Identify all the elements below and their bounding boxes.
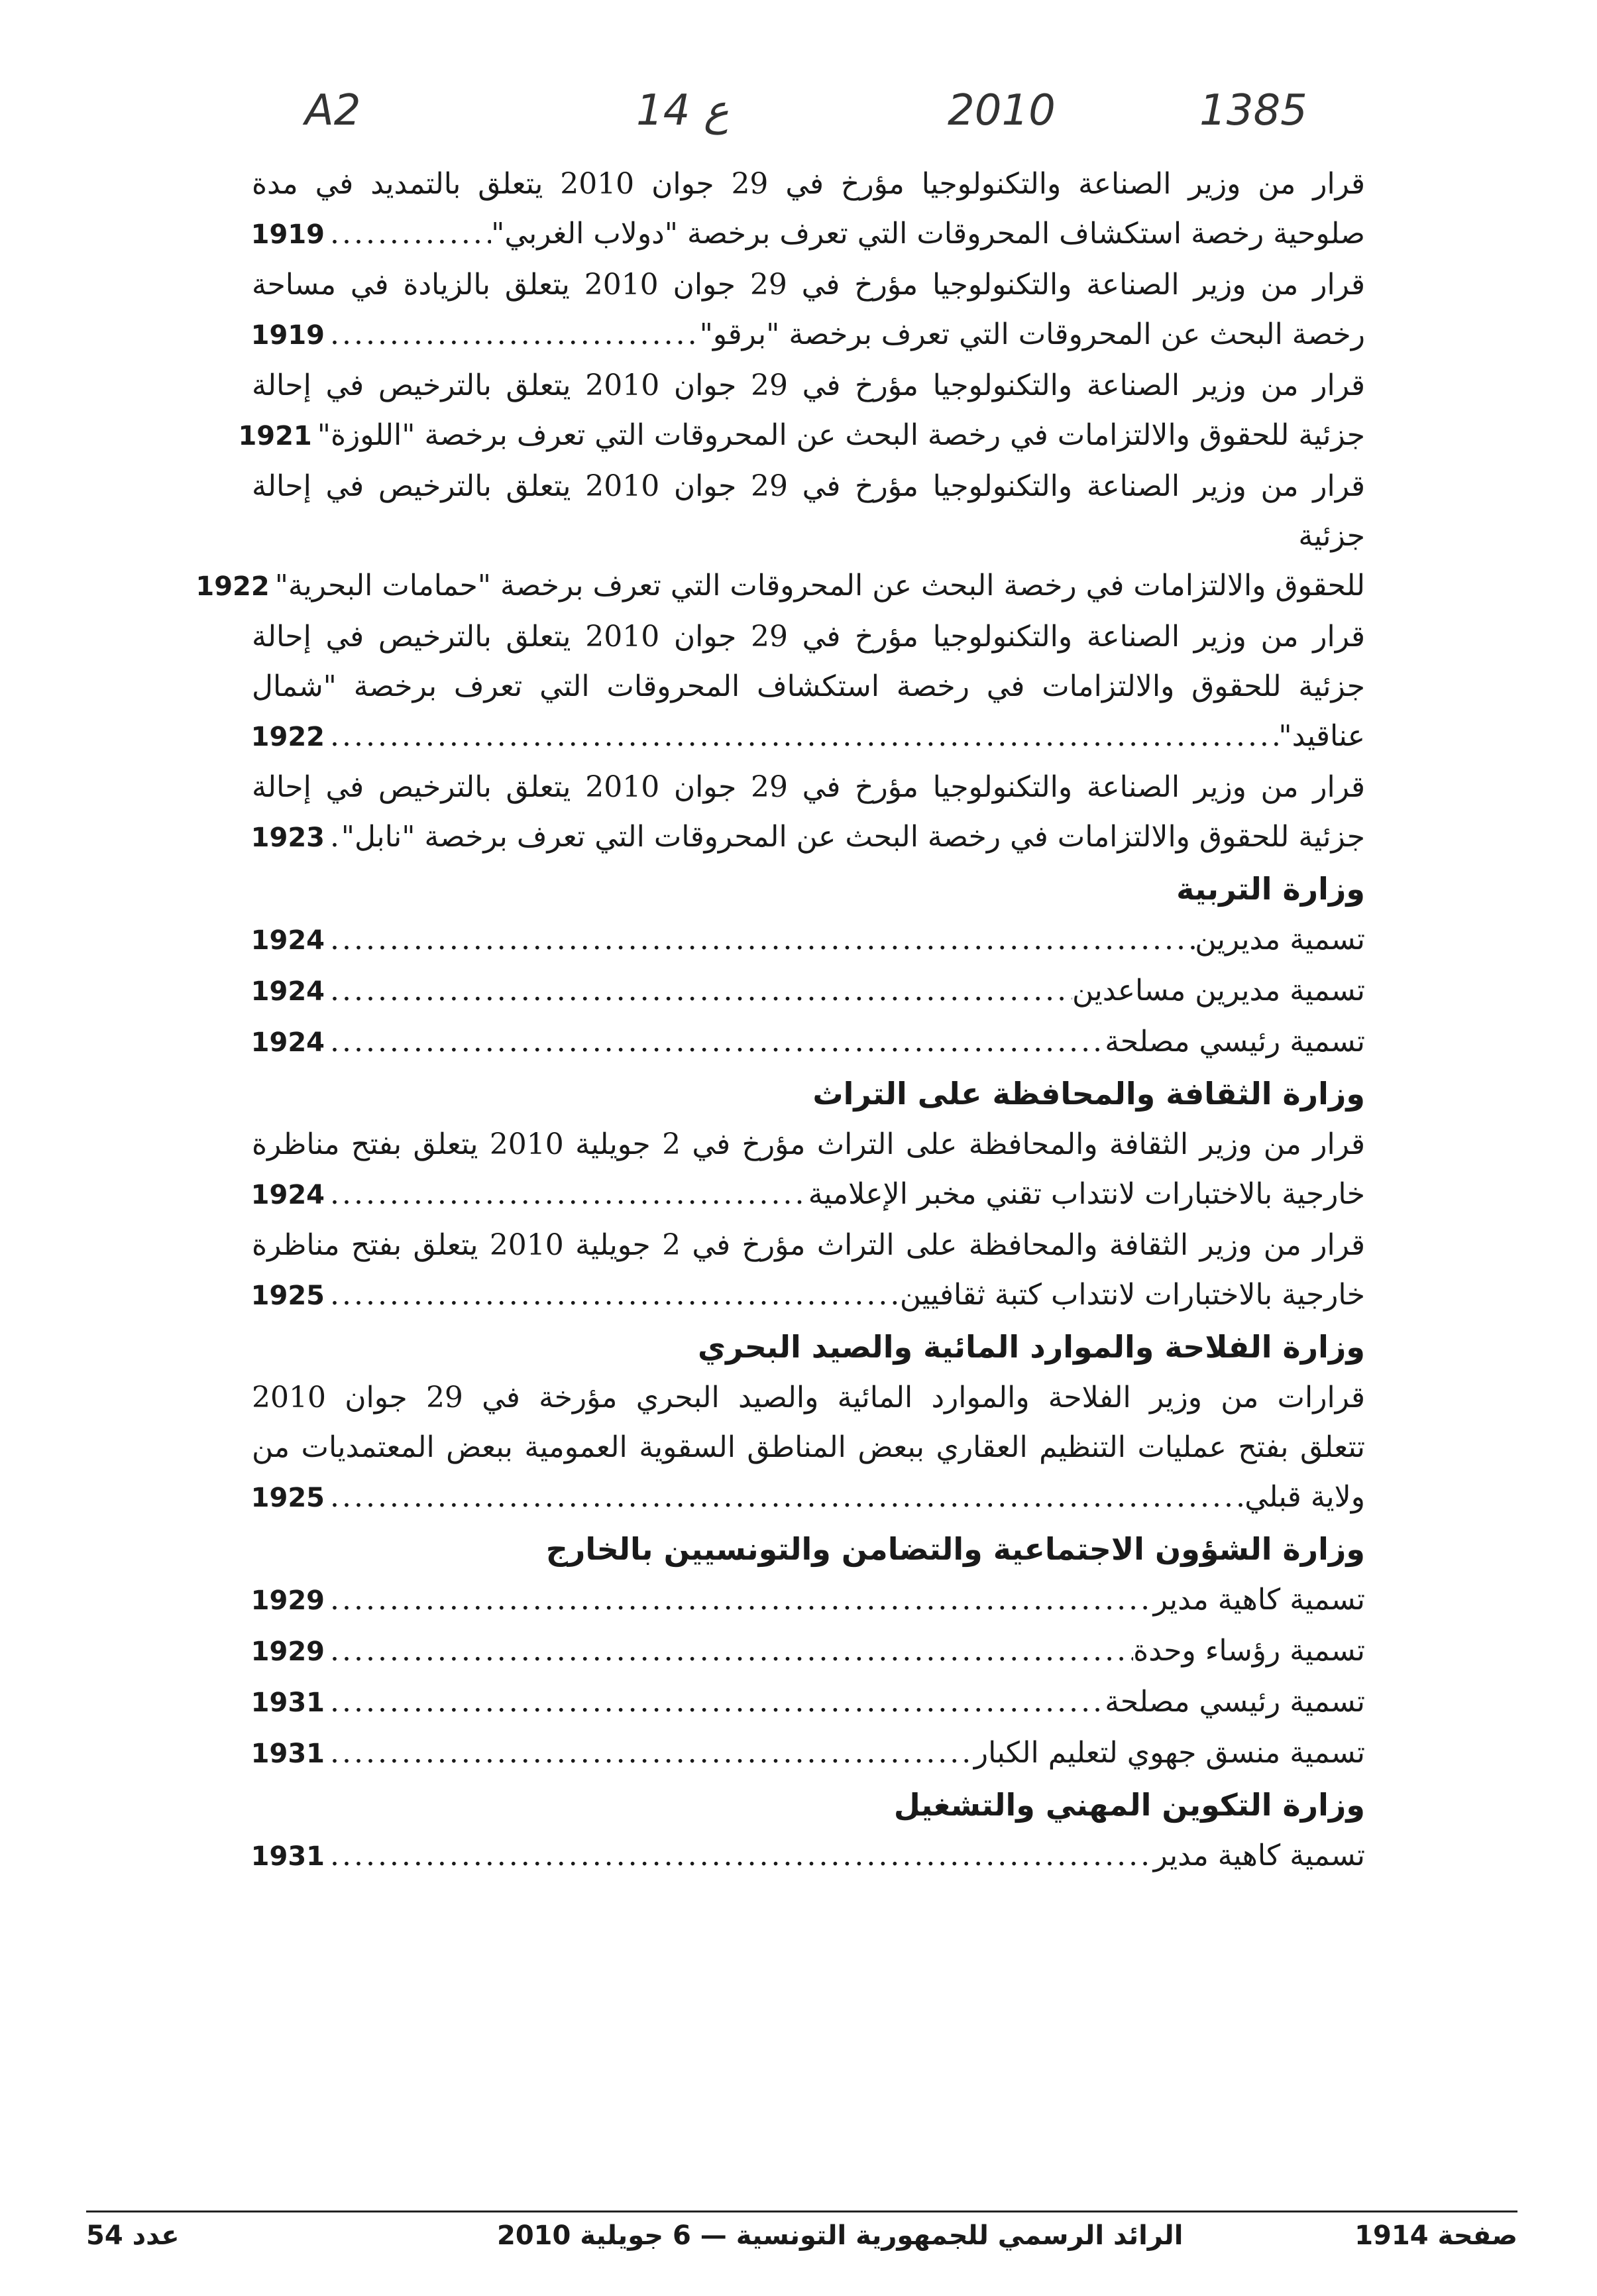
handwritten-note: 1385 bbox=[1199, 86, 1307, 135]
toc-entry[interactable] bbox=[252, 966, 1365, 1017]
leader-dots bbox=[330, 1626, 1133, 1676]
toc-entry[interactable] bbox=[252, 612, 1365, 762]
page-reference: 1921 bbox=[238, 421, 312, 451]
entry-text-line: جزئية للحقوق والالتزامات في رخصة البحث عن المحروقات التي تعرف برخصة "اللوزة" bbox=[317, 418, 1365, 452]
entry-text-line: تسمية رئيسي مصلحة bbox=[1105, 1685, 1365, 1719]
leader-dots bbox=[330, 1575, 1154, 1625]
page-reference: 1929 bbox=[250, 1636, 325, 1667]
handwritten-note: ع 14 bbox=[636, 86, 729, 135]
section-heading: وزارة الشؤون الاجتماعية والتضامن والتونسيين بالخارج bbox=[545, 1531, 1365, 1567]
entry-text-line: تتعلق بفتح عمليات التنظيم العقاري ببعض المناطق السقوية العمومية ببعض المعتمديات من bbox=[252, 1430, 1365, 1464]
leader-dots bbox=[330, 711, 1278, 761]
entry-text-line: تسمية مديرين مساعدين bbox=[1072, 974, 1365, 1007]
entry-text-line: قرار من وزير الثقافة والمحافظة على التراث مؤرخ في 2 جويلية 2010 يتعلق بفتح مناظرة bbox=[252, 1228, 1365, 1262]
page-reference: 1922 bbox=[250, 722, 325, 752]
entry-text-line: تسمية كاهية مدير bbox=[1153, 1839, 1365, 1872]
page-reference: 1924 bbox=[250, 925, 325, 956]
entry-text-line: خارجية بالاختبارات لانتداب كتبة ثقافيين bbox=[899, 1278, 1365, 1312]
section-heading: وزارة الفلاحة والموارد المائية والصيد البحري bbox=[698, 1329, 1365, 1365]
page-reference: 1919 bbox=[250, 320, 325, 351]
entry-text-line: رخصة البحث عن المحروقات التي تعرف برخصة "برقو" bbox=[699, 317, 1365, 351]
toc-entry[interactable] bbox=[252, 260, 1365, 361]
leader-dots bbox=[330, 1677, 1105, 1727]
page-reference: 1925 bbox=[250, 1281, 325, 1311]
section-heading: وزارة الثقافة والمحافظة على التراث bbox=[812, 1076, 1365, 1112]
toc-entry[interactable] bbox=[252, 1677, 1365, 1728]
page-reference: 1924 bbox=[250, 1027, 325, 1058]
section-heading: وزارة التربية bbox=[1176, 871, 1365, 907]
entry-text-line: ولاية قبلي bbox=[1244, 1480, 1365, 1514]
toc-entry[interactable] bbox=[252, 1220, 1365, 1321]
entry-text-line: قرار من وزير الصناعة والتكنولوجيا مؤرخ في 29 جوان 2010 يتعلق بالترخيص في إحالة bbox=[252, 369, 1366, 402]
toc-entry[interactable] bbox=[252, 1831, 1365, 1882]
issue-number: عدد 54 bbox=[86, 2220, 180, 2251]
entry-text-line: تسمية منسق جهوي لتعليم الكبار bbox=[973, 1736, 1365, 1770]
page-reference: 1931 bbox=[250, 1688, 325, 1718]
leader-dots bbox=[330, 1169, 808, 1219]
handwritten-note: 2010 bbox=[948, 86, 1056, 135]
page-reference: 1931 bbox=[250, 1739, 325, 1769]
entry-text-line: قرار من وزير الصناعة والتكنولوجيا مؤرخ في 29 جوان 2010 يتعلق بالتمديد في مدة bbox=[252, 167, 1365, 201]
journal-title: الرائد الرسمي للجمهورية التونسية — 6 جويلية 2010 bbox=[497, 2220, 1184, 2251]
entry-text-line: صلوحية رخصة استكشاف المحروقات التي تعرف برخصة "دولاب الغربي" bbox=[491, 217, 1365, 251]
leader-dots bbox=[330, 209, 491, 258]
entry-text-line: جزئية للحقوق والالتزامات في رخصة استكشاف المحروقات التي تعرف برخصة "شمال bbox=[252, 669, 1365, 703]
leader-dots bbox=[330, 1017, 1105, 1066]
page-reference: 1919 bbox=[250, 219, 325, 250]
entry-text-line: عناقيد" bbox=[1278, 719, 1365, 753]
page-reference: 1929 bbox=[250, 1585, 325, 1616]
leader-dots bbox=[330, 310, 700, 359]
entry-text-line: قرار من وزير الثقافة والمحافظة على التراث مؤرخ في 2 جويلية 2010 يتعلق بفتح مناظرة bbox=[252, 1127, 1365, 1161]
toc-entry[interactable] bbox=[238, 361, 1366, 461]
toc-entry[interactable] bbox=[252, 159, 1365, 260]
footer-divider bbox=[86, 2210, 1517, 2212]
entry-text-line: قرار من وزير الصناعة والتكنولوجيا مؤرخ في 29 جوان 2010 يتعلق بالترخيص في إحالة bbox=[252, 620, 1366, 654]
handwritten-note: A2 bbox=[305, 86, 361, 135]
entry-text-line: تسمية رؤساء وحدة bbox=[1133, 1634, 1365, 1668]
leader-dots bbox=[330, 966, 1072, 1015]
entry-text-line: تسمية مديرين bbox=[1195, 923, 1365, 956]
toc-entry[interactable] bbox=[195, 461, 1366, 612]
page-reference: 1922 bbox=[195, 571, 270, 602]
toc-entry[interactable] bbox=[252, 1626, 1365, 1677]
entry-text-line: للحقوق والالتزامات في رخصة البحث عن المحروقات التي تعرف برخصة "حمامات البحرية" bbox=[274, 569, 1365, 603]
toc-entry[interactable] bbox=[252, 762, 1365, 863]
entry-text-line: تسمية كاهية مدير bbox=[1153, 1583, 1365, 1617]
toc-entry[interactable] bbox=[252, 1728, 1365, 1779]
toc-entry[interactable] bbox=[252, 1575, 1365, 1626]
page-reference: 1923 bbox=[250, 823, 325, 853]
entry-text-line: قرار من وزير الصناعة والتكنولوجيا مؤرخ في 29 جوان 2010 يتعلق بالترخيص في إحالة جزئية bbox=[252, 469, 1366, 553]
page-reference: 1931 bbox=[250, 1841, 325, 1872]
page-footer bbox=[86, 2220, 1517, 2267]
toc-entry[interactable] bbox=[252, 1017, 1365, 1068]
leader-dots bbox=[330, 812, 341, 862]
entry-text-line: قرار من وزير الصناعة والتكنولوجيا مؤرخ في 29 جوان 2010 يتعلق بالترخيص في إحالة bbox=[252, 770, 1366, 804]
entry-text-line: خارجية بالاختبارات لانتداب تقني مخبر الإعلامية bbox=[808, 1177, 1365, 1211]
table-of-contents bbox=[195, 159, 1366, 1882]
section-heading: وزارة التكوين المهني والتشغيل bbox=[893, 1787, 1365, 1823]
page-reference: 1924 bbox=[250, 976, 325, 1007]
entry-text-line: قرار من وزير الصناعة والتكنولوجيا مؤرخ في 29 جوان 2010 يتعلق بالزيادة في مساحة bbox=[252, 268, 1365, 302]
toc-entry[interactable] bbox=[252, 915, 1365, 966]
page-reference: 1925 bbox=[250, 1483, 325, 1513]
leader-dots bbox=[330, 1831, 1154, 1880]
entry-text-line: قرارات من وزير الفلاحة والموارد المائية والصيد البحري مؤرخة في 29 جوان 2010 bbox=[252, 1381, 1365, 1414]
toc-entry[interactable] bbox=[252, 1373, 1365, 1523]
leader-dots bbox=[330, 1728, 974, 1778]
page-number-label: صفحة 1914 bbox=[1354, 2220, 1517, 2251]
entry-text-line: تسمية رئيسي مصلحة bbox=[1105, 1025, 1365, 1059]
leader-dots bbox=[330, 915, 1195, 964]
leader-dots bbox=[330, 1472, 1244, 1522]
page-reference: 1924 bbox=[250, 1180, 325, 1210]
entry-text-line: جزئية للحقوق والالتزامات في رخصة البحث عن المحروقات التي تعرف برخصة "نابل" bbox=[341, 820, 1365, 854]
leader-dots bbox=[330, 1270, 900, 1320]
toc-entry[interactable] bbox=[252, 1119, 1365, 1220]
